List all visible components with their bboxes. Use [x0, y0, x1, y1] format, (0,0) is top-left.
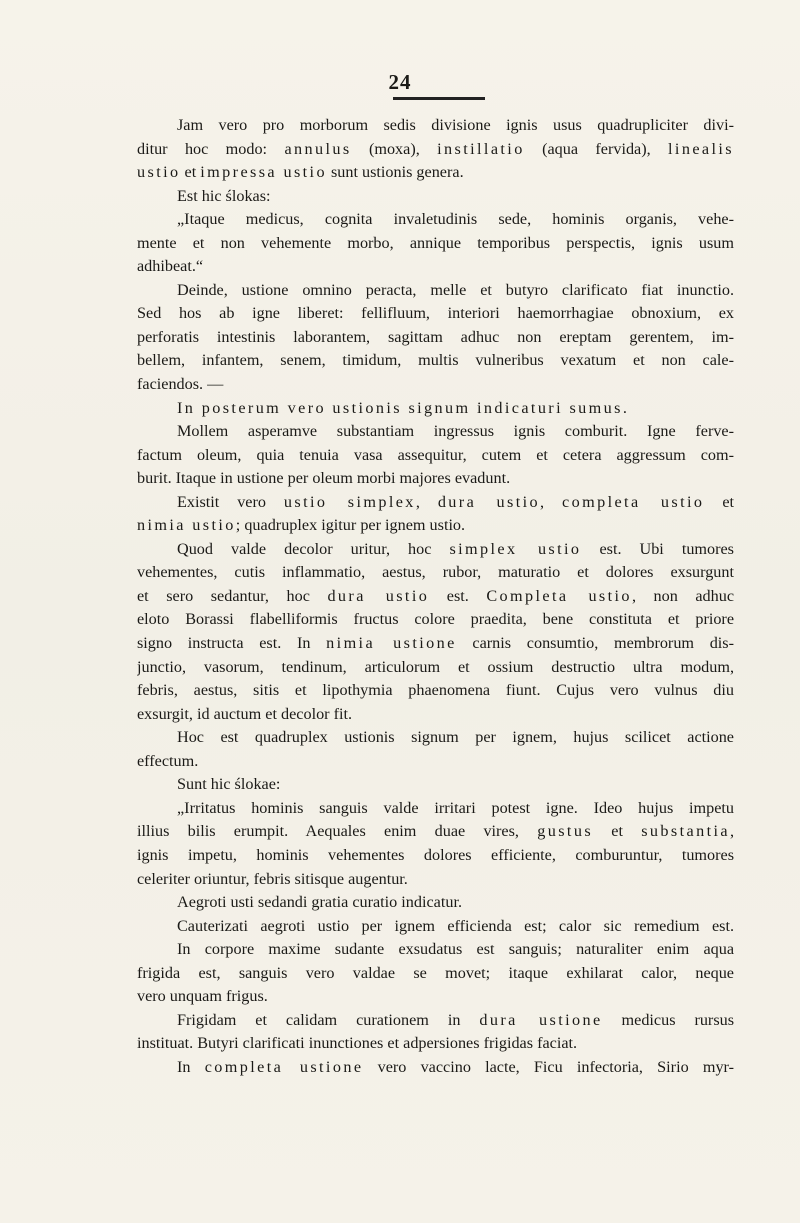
spaced-emphasis: nimia ustio	[137, 516, 236, 535]
text-segment: effectum.	[137, 751, 199, 770]
text-line	[137, 1009, 734, 1033]
spaced-emphasis: completa ustio	[562, 492, 705, 511]
text-line	[137, 608, 734, 632]
text-line	[137, 773, 734, 797]
text-segment: Mollem asperamve substantiam ingressus ignis comburit. Igne ferve-	[177, 422, 734, 441]
text-line	[137, 349, 734, 373]
text-line	[137, 302, 734, 326]
spaced-emphasis: In posterum vero ustionis signum indicaturi sumus.	[177, 398, 630, 417]
text-line	[137, 726, 734, 750]
text-segment: ,	[729, 822, 734, 841]
text-line	[137, 420, 734, 444]
text-line	[137, 985, 734, 1009]
text-segment: Sed hos ab igne liberet: fellifluum, interiori haemorrhagiae obnoxium, ex	[137, 304, 734, 323]
header-rule	[393, 97, 485, 100]
text-segment: faciendos. —	[137, 375, 224, 394]
spaced-emphasis: Completa ustio	[486, 586, 632, 605]
text-segment: Jam vero pro morborum sedis divisione ignis usus quadrupliciter divi-	[177, 116, 734, 134]
text-segment: In corpore maxime sudante exsudatus est sanguis; naturaliter enim aqua	[177, 940, 734, 959]
text-segment: ,	[540, 492, 563, 511]
text-line	[137, 915, 734, 939]
body-text	[137, 114, 734, 1079]
spaced-emphasis: substantia	[641, 822, 730, 841]
spaced-emphasis: ustio	[137, 163, 181, 182]
text-segment: mente et non vehemente morbo, annique temporibus perspectis, ignis usum	[137, 233, 734, 252]
text-line	[137, 373, 734, 397]
spaced-emphasis: gustus	[537, 822, 594, 841]
text-line	[137, 208, 734, 232]
spaced-emphasis: completa ustione	[204, 1057, 364, 1076]
text-segment: Frigidam et calidam curationem in	[177, 1010, 480, 1029]
text-segment: (moxa),	[351, 139, 438, 158]
text-segment: (aqua fervida),	[524, 139, 669, 158]
text-line	[137, 1032, 734, 1056]
spaced-emphasis: dura ustione	[479, 1010, 603, 1029]
text-line	[137, 703, 734, 727]
text-segment: ,	[415, 492, 438, 511]
text-line	[137, 868, 734, 892]
text-line	[137, 797, 734, 821]
text-line	[137, 585, 734, 609]
spaced-emphasis: dura ustio	[327, 586, 430, 605]
text-line	[137, 891, 734, 915]
text-line	[137, 820, 734, 844]
text-segment: ditur hoc modo:	[137, 139, 285, 158]
text-segment: , non adhuc	[631, 586, 734, 605]
text-line	[137, 397, 734, 421]
text-segment: et sero sedantur, hoc	[137, 586, 328, 605]
text-segment: Quod valde decolor uritur, hoc	[177, 539, 450, 558]
text-segment: adhibeat.“	[137, 257, 204, 276]
page-number: 24	[388, 70, 412, 94]
text-segment: celeriter oriuntur, febris sitisque augentur.	[137, 869, 408, 888]
text-segment: eloto Borassi flabelliformis fructus colore praedita, bene constituta et priore	[137, 610, 734, 629]
text-segment: et	[180, 163, 201, 182]
text-segment: frigida est, sanguis vero valdae se movet; itaque exhilarat calor, neque	[137, 963, 734, 982]
text-line	[137, 185, 734, 209]
spaced-emphasis: linealis	[668, 139, 734, 158]
text-line	[137, 656, 734, 680]
text-segment: instituat. Butyri clarificati inunctiones et adpersiones frigidas faciat.	[137, 1034, 578, 1053]
spaced-emphasis: annulus	[284, 139, 352, 158]
text-segment: carnis consumtio, membrorum dis-	[456, 634, 734, 653]
text-line	[137, 326, 734, 350]
text-segment: Aegroti usti sedandi gratia curatio indicatur.	[177, 893, 462, 912]
text-line	[137, 444, 734, 468]
text-segment: Sunt hic ślokae:	[177, 775, 281, 794]
spaced-emphasis: simplex ustio	[449, 539, 582, 558]
text-line	[137, 632, 734, 656]
text-line	[137, 491, 734, 515]
text-segment: In	[177, 1057, 205, 1076]
text-segment: ; quadruplex igitur per ignem ustio.	[235, 516, 466, 535]
text-segment: et	[593, 822, 642, 841]
text-line	[137, 232, 734, 256]
text-segment: junctio, vasorum, tendinum, articulorum et ossium destructio ultra modum,	[137, 657, 734, 676]
text-line	[137, 561, 734, 585]
text-segment: ignis impetu, hominis vehementes dolores efficiente, comburuntur, tumores	[137, 845, 734, 864]
spaced-emphasis: instillatio	[437, 139, 525, 158]
spaced-emphasis: dura ustio	[437, 492, 541, 511]
text-line	[137, 114, 734, 138]
text-segment: exsurgit, id auctum et decolor fit.	[137, 704, 353, 723]
text-segment: medicus rursus	[602, 1010, 734, 1029]
text-segment: est.	[429, 586, 487, 605]
text-line	[137, 138, 734, 162]
text-line	[137, 467, 734, 491]
text-segment: Hoc est quadruplex ustionis signum per ignem, hujus scilicet actione	[177, 728, 734, 747]
text-segment: bellem, infantem, senem, timidum, multis vulneribus vexatum et non cale-	[137, 351, 734, 370]
text-segment: „Irritatus hominis sanguis valde irritari potest igne. Ideo hujus impetu	[177, 798, 734, 817]
text-segment: Deinde, ustione omnino peracta, melle et butyro clarificato fiat inunctio.	[177, 280, 734, 299]
text-segment: burit. Itaque in ustione per oleum morbi majores evadunt.	[137, 469, 511, 488]
text-line	[137, 161, 734, 185]
text-segment: vehementes, cutis inflammatio, aestus, rubor, maturatio et dolores exsurgunt	[137, 563, 734, 582]
text-segment: est. Ubi tumores	[581, 539, 734, 558]
text-segment: illius bilis erumpit. Aequales enim duae vires,	[137, 822, 538, 841]
spaced-emphasis: ustio simplex	[283, 492, 416, 511]
text-line	[137, 279, 734, 303]
text-segment: perforatis intestinis laborantem, sagittam adhuc non ereptam gerentem, im-	[137, 327, 734, 346]
text-segment: factum oleum, quia tenuia vasa assequitur, cutem et cetera aggressum com-	[137, 445, 734, 464]
text-segment: et	[704, 492, 734, 511]
text-line	[137, 750, 734, 774]
text-line	[137, 962, 734, 986]
text-line	[137, 679, 734, 703]
text-line	[137, 1056, 734, 1080]
text-segment: „Itaque medicus, cognita invaletudinis sede, hominis organis, vehe-	[177, 210, 734, 229]
text-line	[137, 514, 734, 538]
text-line	[137, 938, 734, 962]
text-segment: Existit vero	[177, 492, 284, 511]
text-segment: vero vaccino lacte, Ficu infectoria, Sirio myr-	[363, 1057, 734, 1076]
text-segment: Cauterizati aegroti ustio per ignem efficienda est; calor sic remedium est.	[177, 916, 734, 935]
text-segment: Est hic ślokas:	[177, 186, 271, 205]
text-segment: signo instructa est. In	[137, 634, 327, 653]
text-segment: febris, aestus, sitis et lipothymia phaenomena fiunt. Cujus vero vulnus diu	[137, 681, 734, 700]
text-segment: vero unquam frigus.	[137, 987, 268, 1006]
spaced-emphasis: impressa ustio	[200, 163, 327, 182]
text-line	[137, 844, 734, 868]
text-segment: sunt ustionis genera.	[326, 163, 464, 182]
text-line	[137, 538, 734, 562]
spaced-emphasis: nimia ustione	[326, 634, 457, 653]
text-line	[137, 255, 734, 279]
